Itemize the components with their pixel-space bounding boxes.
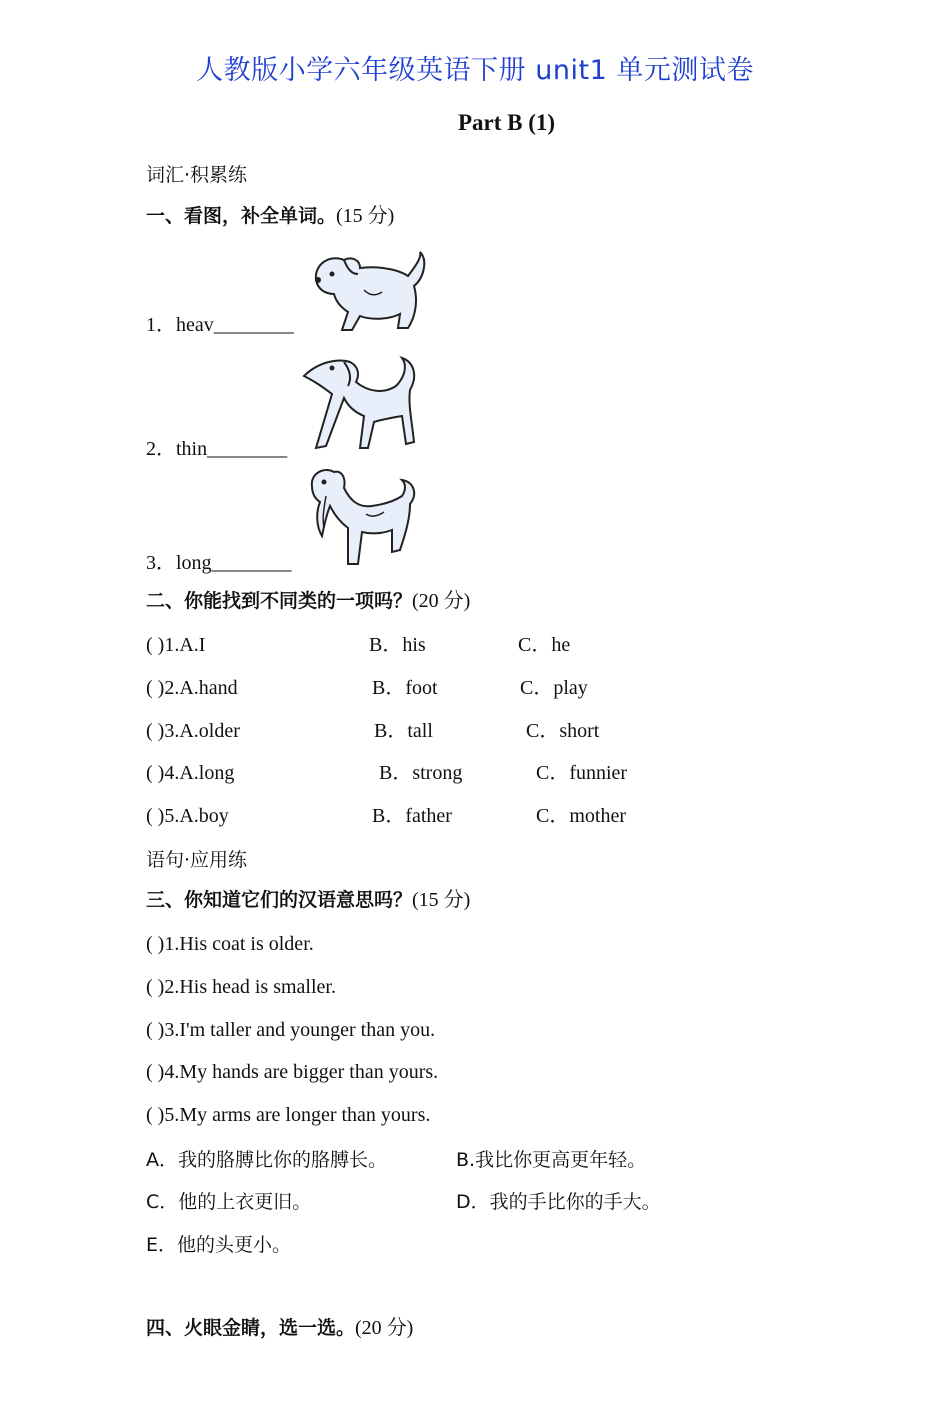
- section-3-title: 三、你知道它们的汉语意思吗？: [146, 889, 413, 911]
- choice-row-b: B．foot: [372, 677, 438, 699]
- choice-row-c: C．play: [520, 677, 588, 699]
- section-4-title: 四、火眼金睛，选一选。: [146, 1317, 356, 1339]
- option-a: A．我的胳膊比你的胳膊长。: [146, 1149, 387, 1171]
- picture-item-1: [146, 312, 294, 338]
- section-4-score: (20 分): [355, 1317, 414, 1339]
- choice-row-c: C．mother: [536, 805, 626, 827]
- item-number: 1．: [146, 314, 176, 336]
- section-2-heading: [146, 588, 470, 614]
- picture-item-2: [146, 436, 287, 462]
- translation-row: ( )5.My arms are longer than yours.: [146, 1104, 431, 1126]
- choice-row-b: B．strong: [379, 762, 463, 784]
- option-c: C．他的上衣更旧。: [146, 1191, 312, 1213]
- option-e: E．他的头更小。: [146, 1234, 292, 1256]
- translation-row: ( )2.His head is smaller.: [146, 976, 336, 998]
- choice-row-a: ( )4.A.long: [146, 762, 235, 784]
- translation-row: ( )3.I'm taller and younger than you.: [146, 1019, 436, 1041]
- choice-row-b: B．father: [372, 805, 452, 827]
- sentence-section-label: 语句·应用练: [146, 849, 248, 871]
- option-b: B.我比你更高更年轻。: [456, 1149, 647, 1171]
- page-subtitle: Part B (1): [457, 110, 556, 135]
- heavy-dog-image: [304, 250, 428, 334]
- choice-row-b: B．his: [369, 634, 426, 656]
- vocab-section-label: 词汇·积累练: [146, 164, 248, 186]
- item-word: long________: [176, 552, 292, 574]
- choice-row-a: ( )5.A.boy: [146, 805, 229, 827]
- item-word: thin________: [176, 438, 288, 460]
- page-title: 人教版小学六年级英语下册 unit1 单元测试卷: [196, 55, 754, 86]
- section-1-title: 一、看图，补全单词。: [146, 205, 337, 227]
- choice-row-b: B．tall: [374, 720, 433, 742]
- item-number: 2．: [146, 438, 176, 460]
- choice-row-c: C．funnier: [536, 762, 628, 784]
- section-1-heading: [146, 203, 394, 229]
- section-1-score: (15 分): [336, 205, 395, 227]
- thin-dog-image: [298, 352, 422, 456]
- section-2-title: 二、你能找到不同类的一项吗？: [146, 590, 413, 612]
- choice-row-a: ( )3.A.older: [146, 720, 240, 742]
- translation-row: ( )1.His coat is older.: [146, 933, 314, 955]
- section-3-heading: [146, 887, 470, 913]
- picture-item-3: [146, 550, 292, 576]
- translation-row: ( )4.My hands are bigger than yours.: [146, 1061, 439, 1083]
- item-number: 3．: [146, 552, 176, 574]
- option-d: D．我的手比你的手大。: [456, 1191, 661, 1213]
- section-3-score: (15 分): [412, 889, 471, 911]
- long-haired-dog-image: [302, 466, 422, 568]
- choice-row-c: C．he: [518, 634, 571, 656]
- section-2-score: (20 分): [412, 590, 471, 612]
- item-word: heav________: [176, 314, 294, 336]
- choice-row-a: ( )2.A.hand: [146, 677, 238, 699]
- choice-row-a: ( )1.A.I: [146, 634, 206, 656]
- section-4-heading: [146, 1315, 413, 1341]
- choice-row-c: C．short: [526, 720, 600, 742]
